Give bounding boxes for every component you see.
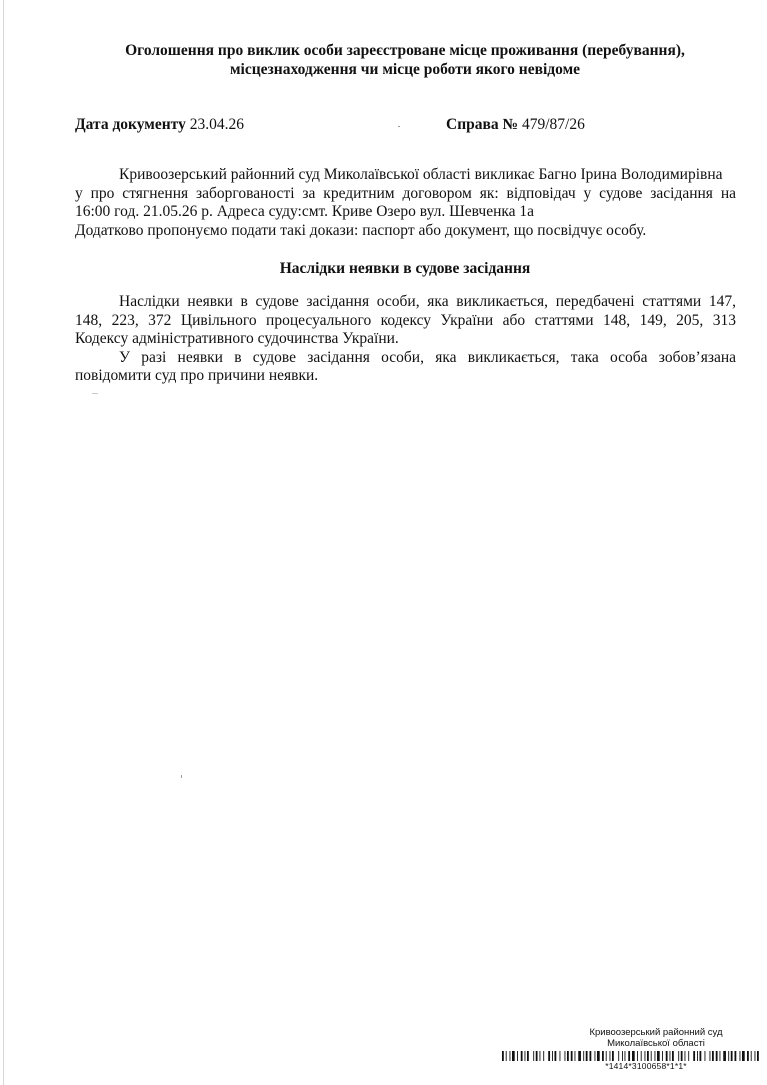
barcode-bar — [655, 1051, 656, 1061]
barcode-bar — [697, 1051, 698, 1061]
barcode-bar — [533, 1051, 534, 1061]
barcode-bar — [637, 1051, 638, 1061]
summons-line-2: у про стягнення заборгованості за кредитним договором як: відповідач у судове засідання на — [75, 184, 736, 202]
barcode-bar — [735, 1051, 737, 1061]
scan-speck — [181, 775, 182, 778]
barcode-bar — [670, 1051, 671, 1061]
consequences-p1-line-1: Наслідки неявки в судове засідання особи, яка викликається, передбачені статтями 147, — [119, 293, 736, 310]
page-scan-edge — [3, 0, 4, 1085]
barcode-bar — [612, 1051, 614, 1061]
barcode-bar — [632, 1051, 635, 1061]
barcode-bar — [567, 1051, 569, 1061]
barcode-bar — [716, 1051, 718, 1061]
barcode-bar — [678, 1051, 679, 1061]
court-stamp — [502, 1027, 760, 1071]
title-line-1: Оголошення про виклик особи зареєстроване місце проживання (перебування), — [125, 42, 685, 59]
barcode-bar — [625, 1051, 626, 1061]
barcode-bar — [757, 1051, 759, 1061]
date-label: Дата документу — [75, 116, 186, 133]
barcode-bar — [571, 1051, 573, 1061]
barcode-bar — [688, 1051, 689, 1061]
consequences-p1-line-2: 148, 223, 372 Цивільного процесуального кодексу України або статтями 148, 149, 205, 313 — [75, 311, 736, 329]
barcode-bar — [555, 1051, 557, 1061]
scan-speck — [92, 393, 98, 394]
barcode-bar — [651, 1051, 652, 1061]
barcode-bar — [565, 1051, 566, 1061]
barcode-bar — [536, 1051, 538, 1061]
consequences-p1-line-3: Кодексу адміністративного судочинства України. — [75, 330, 399, 347]
barcode-bar — [747, 1051, 749, 1061]
document-date — [75, 115, 244, 134]
case-number — [446, 115, 585, 134]
barcode-bar — [583, 1051, 584, 1061]
barcode-bar — [755, 1051, 756, 1061]
consequences-heading: Наслідки неявки в судове засідання — [279, 260, 531, 277]
case-value: 479/87/26 — [521, 116, 585, 133]
case-label: Справа № — [446, 116, 519, 133]
consequences-p2-line-2: повідомити суд про причини неявки. — [75, 367, 319, 384]
barcode-bar — [552, 1051, 553, 1061]
summons-paragraph — [75, 166, 736, 240]
barcode-bar — [645, 1051, 646, 1061]
barcode-bar — [510, 1051, 511, 1061]
barcode-bar — [578, 1051, 581, 1061]
summons-line-3: 16:00 год. 21.05.26 р. Адреса суду:смт. Криве Озеро вул. Шевченка 1а — [75, 203, 535, 220]
barcode-bar — [705, 1051, 706, 1061]
barcode-icon — [502, 1051, 760, 1061]
date-value: 23.04.26 — [189, 116, 244, 133]
barcode-bar — [672, 1051, 674, 1061]
barcode-bar — [595, 1051, 596, 1061]
barcode-bar — [575, 1051, 576, 1061]
barcode-bar — [527, 1051, 529, 1061]
title-line-2: місцезнаходження чи місце роботи якого невідоме — [229, 61, 581, 78]
document-title — [60, 41, 750, 79]
barcode-bar — [610, 1051, 611, 1061]
barcode-bar — [647, 1051, 649, 1061]
barcode-bar — [525, 1051, 526, 1061]
barcode-bar — [693, 1051, 695, 1061]
summons-line-1: Кривоозерський районний суд Миколаївської області викликає Багно Ірина Володимирівна — [119, 166, 723, 183]
barcode-bar — [590, 1051, 592, 1061]
barcode-bar — [657, 1051, 660, 1061]
stamp-court-region: Миколаївської області — [607, 1038, 705, 1049]
barcode-bar — [685, 1051, 686, 1061]
consequences-section — [75, 293, 736, 386]
barcode-bar — [506, 1051, 507, 1061]
barcode-bar — [662, 1051, 663, 1061]
barcode-bar — [641, 1051, 642, 1061]
evidence-line: Додатково пропонуємо подати такі докази: паспорт або документ, що посвідчує особу. — [75, 221, 647, 239]
barcode-bar — [622, 1051, 623, 1061]
barcode-bar — [710, 1051, 711, 1061]
barcode-bar — [560, 1051, 561, 1061]
consequences-p2-line-1: У разі неявки в судове засідання особи, яка викликається, така особа зобов’язана — [119, 348, 736, 366]
barcode-bar — [628, 1051, 630, 1061]
barcode-bar — [666, 1051, 668, 1061]
barcode-bar — [681, 1051, 683, 1061]
barcode-bar — [597, 1051, 600, 1061]
barcode-bar — [712, 1051, 714, 1061]
barcode-bar — [543, 1051, 544, 1061]
barcode-number: *1414*3100658*1*1* — [605, 1061, 687, 1071]
barcode-bar — [512, 1051, 515, 1061]
stamp-court-name: Кривоозерський районний суд — [589, 1027, 723, 1038]
barcode-bar — [548, 1051, 550, 1061]
barcode-bar — [602, 1051, 604, 1061]
barcode-bar — [700, 1051, 702, 1061]
barcode-bar — [521, 1051, 523, 1061]
barcode-bar — [751, 1051, 752, 1061]
barcode-bar — [740, 1051, 741, 1061]
barcode-bar — [731, 1051, 733, 1061]
scan-speck — [398, 126, 400, 127]
barcode-bar — [720, 1051, 721, 1061]
barcode-bar — [728, 1051, 729, 1061]
barcode-bar — [618, 1051, 619, 1061]
barcode-bar — [586, 1051, 588, 1061]
barcode-bar — [540, 1051, 541, 1061]
barcode-bar — [606, 1051, 607, 1061]
barcode-bar — [517, 1051, 518, 1061]
barcode-bar — [502, 1051, 504, 1061]
barcode-bar — [742, 1051, 745, 1061]
barcode-bar — [723, 1051, 726, 1061]
